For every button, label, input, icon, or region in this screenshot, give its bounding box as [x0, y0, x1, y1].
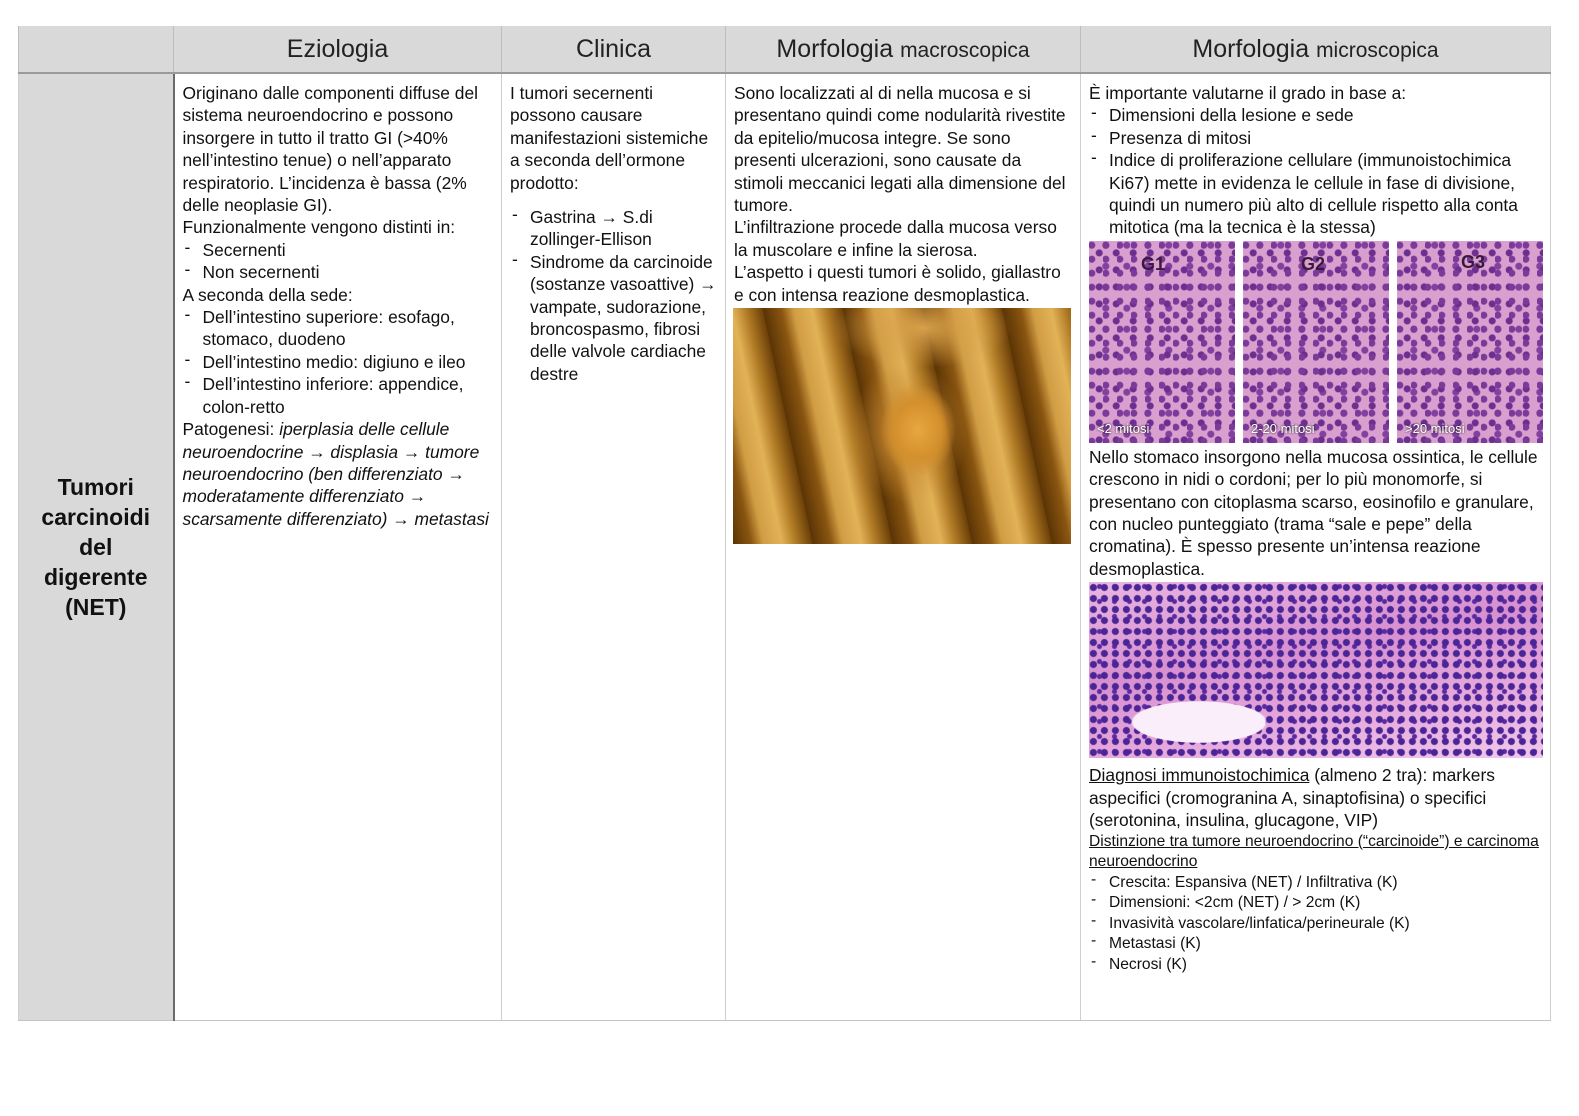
histology-grade-label: G1 — [1141, 253, 1166, 274]
eziologia-sede-label: A seconda della sede: — [182, 284, 353, 305]
micro-distinzione-label — [1089, 832, 1544, 873]
eziologia-sede-list — [183, 306, 496, 418]
micro-intro: È importante valutarne il grado in base a: — [1089, 83, 1407, 103]
cell-morfologia-micro — [1081, 73, 1551, 1021]
micro-stomaco-text: Nello stomaco insorgono nella mucosa ossintica, le cellule crescono in nidi o cordoni; per lo più monomorfe, si presentano con citoplasma scarso, eosinofilo e granulare, con nucleo punteggiato (trama “sale e pepe” della cromatina). È spesso presente un’intensa reazione desmoplastica. — [1089, 446, 1538, 579]
cell-eziologia — [174, 73, 502, 1021]
list-item: - Dell’intestino inferiore: appendice, colon-retto — [183, 373, 496, 418]
header-morfologia-micro — [1081, 26, 1551, 73]
list-item: - Dell’intestino superiore: esofago, stomaco, duodeno — [183, 306, 496, 351]
summary-table — [18, 26, 1551, 1021]
header-macro-main: Morfologia — [776, 34, 894, 63]
distinzione-label: Distinzione tra tumore neuroendocrino (“carcinoide”) e carcinoma neuroendocrino — [1089, 832, 1539, 871]
macroscopic-nodule-photo — [733, 308, 1071, 544]
header-micro-main: Morfologia — [1192, 34, 1310, 63]
histology-caption: <2 mitosi — [1097, 421, 1150, 437]
row-title-line: carcinoidi — [41, 504, 151, 530]
diagnosi-label: Diagnosi immunoistochimica — [1089, 765, 1310, 786]
row-title — [19, 73, 174, 1021]
list-item: - Metastasi (K) — [1089, 934, 1544, 955]
histology-g3-image — [1397, 241, 1543, 443]
eziologia-funz-label: Funzionalmente vengono distinti in: — [182, 217, 456, 238]
clinica-list — [510, 206, 719, 385]
cell-clinica — [502, 73, 726, 1021]
header-clinica: Clinica — [502, 26, 726, 73]
row-title-line: digerente — [43, 564, 148, 590]
list-item: - Sindrome da carcinoide (sostanze vasoattive) → vampate, sudorazione, broncospasmo, fibrosi delle valvole cardiache destre — [510, 251, 719, 385]
list-item: - Gastrina → S.di zollinger-Ellison — [510, 206, 719, 251]
histology-grade-label: G3 — [1461, 251, 1486, 272]
histology-grade-label: G2 — [1301, 253, 1326, 274]
macro-text-2: L’infiltrazione procede dalla mucosa verso la muscolare e infine la sierosa. — [734, 217, 1057, 260]
patogenesi-text: iperplasia delle cellule neuroendocrine → displasia → tumore neuroendocrino (ben differenziato → moderatamente differenziato → scarsamente differenziato) → metastasi — [182, 419, 489, 529]
clinica-intro: I tumori secernenti possono causare manifestazioni sistemiche a seconda dell’ormone prodotto: — [510, 83, 709, 193]
list-item: - Necrosi (K) — [1089, 955, 1544, 976]
list-item: - Dell’intestino medio: digiuno e ileo — [183, 351, 496, 373]
diagnosi-text: (almeno 2 tra): markers aspecifici (cromogranina A, sinaptofisina) o specifici (serotonina, insulina, glucagone, VIP) — [1089, 765, 1495, 831]
header-empty — [19, 26, 174, 73]
header-morfologia-macro — [726, 26, 1081, 73]
header-macro-sub: macroscopica — [900, 38, 1030, 62]
list-item: - Crescita: Espansiva (NET) / Infiltrativa (K) — [1089, 873, 1544, 894]
row-title-line: del — [79, 534, 113, 560]
header-micro-sub: microscopica — [1316, 38, 1439, 62]
header-row — [19, 26, 1551, 73]
micro-diagnosi — [1089, 764, 1544, 831]
content-row — [19, 73, 1551, 1021]
histology-nests-image — [1089, 582, 1543, 758]
histology-caption: >20 mitosi — [1405, 421, 1465, 437]
macro-text-1: Sono localizzati al di nella mucosa e si presentano quindi come nodularità rivestite da epitelio/mucosa integre. Se sono presenti ulcerazioni, sono causate da stimoli meccanici legati alla dimensione del tumore. — [734, 83, 1066, 216]
row-title-line: (NET) — [65, 594, 127, 620]
micro-distinzione-list — [1089, 873, 1544, 976]
eziologia-intro: Originano dalle componenti diffuse del sistema neuroendocrino e possono insorgere in tutto il tratto GI (>40% nell’intestino tenue) o nell’apparato respiratorio. L’incidenza è bassa (2% delle neoplasie GI). — [182, 83, 479, 216]
list-item: - Presenza di mitosi — [1089, 127, 1544, 149]
list-item: - Dimensioni: <2cm (NET) / > 2cm (K) — [1089, 893, 1544, 914]
header-eziologia: Eziologia — [174, 26, 502, 73]
histology-g2-image — [1243, 241, 1389, 443]
micro-grade-list — [1089, 104, 1544, 238]
list-item: - Invasività vascolare/linfatica/perineurale (K) — [1089, 914, 1544, 935]
macro-text-3: L’aspetto i questi tumori è solido, giallastro e con intensa reazione desmoplastica. — [734, 262, 1061, 305]
histology-g1-image — [1089, 241, 1235, 443]
eziologia-patogenesi — [183, 418, 496, 530]
row-title-line: Tumori — [57, 474, 134, 500]
histology-caption: 2-20 mitosi — [1251, 421, 1315, 437]
list-item: - Indice di proliferazione cellulare (immunoistochimica Ki67) mette in evidenza le cellule in fase di divisione, quindi un numero più alto di cellule rispetto alla conta mitotica (ma la tecnica è la stessa) — [1089, 149, 1544, 239]
list-item: - Dimensioni della lesione e sede — [1089, 104, 1544, 126]
list-item: - Non secernenti — [183, 261, 496, 283]
cell-morfologia-macro — [726, 73, 1081, 1021]
patogenesi-label: Patogenesi: — [182, 419, 275, 440]
list-item: - Secernenti — [183, 239, 496, 261]
eziologia-funz-list — [183, 239, 496, 284]
grading-histology-images — [1089, 241, 1543, 443]
